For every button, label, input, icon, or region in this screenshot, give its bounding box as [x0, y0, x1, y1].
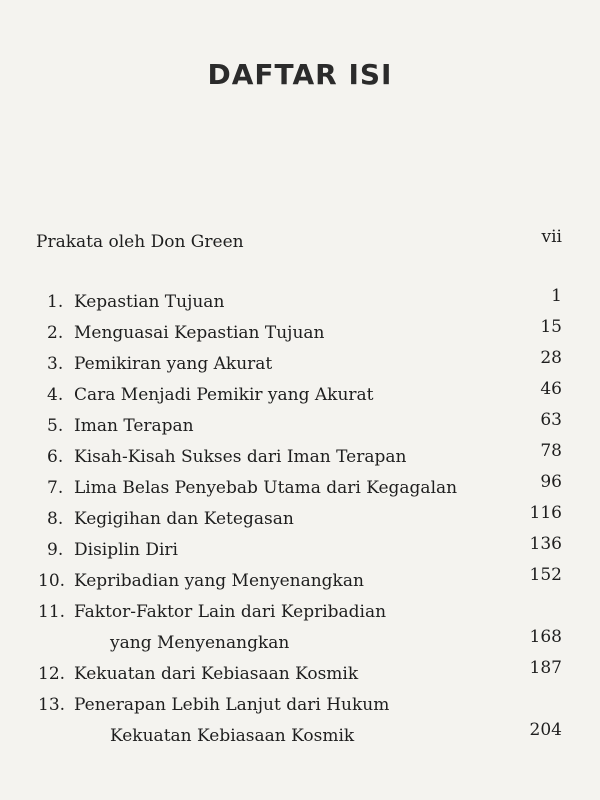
- toc-chapter-number: 3.: [47, 354, 64, 374]
- toc-chapter-title: Kekuatan dari Kebiasaan Kosmik: [74, 664, 359, 684]
- toc-chapter-title: Iman Terapan: [74, 416, 194, 436]
- toc-chapter-title: Pemikiran yang Akurat: [74, 354, 273, 374]
- toc-chapter-title: Disiplin Diri: [74, 540, 178, 560]
- toc-chapter-title: Menguasai Kepastian Tujuan: [74, 323, 325, 343]
- toc-chapter-number: 1.: [47, 292, 64, 312]
- toc-chapter-page: 152: [529, 565, 562, 585]
- toc-chapter-title: Lima Belas Penyebab Utama dari Kegagalan: [74, 478, 458, 498]
- toc-chapter-number: 12.: [38, 664, 66, 684]
- toc-chapter-title: Penerapan Lebih Lanjut dari Hukum: [74, 695, 390, 715]
- toc-chapter-number: 7.: [47, 478, 64, 498]
- toc-chapter-title: Kepribadian yang Menyenangkan: [74, 571, 364, 591]
- toc-chapter-number: 4.: [47, 385, 64, 405]
- toc-chapter-title: Cara Menjadi Pemikir yang Akurat: [74, 385, 374, 405]
- toc-chapter-page: 168: [529, 627, 562, 647]
- toc-chapter-title: Faktor-Faktor Lain dari Kepribadian: [74, 602, 387, 622]
- toc-chapter-title-continued: yang Menyenangkan: [110, 633, 290, 653]
- toc-chapter-page: 15: [540, 317, 562, 337]
- toc-chapter-number: 5.: [47, 416, 64, 436]
- toc-chapter-number: 6.: [47, 447, 64, 467]
- toc-chapter-number: 2.: [47, 323, 64, 343]
- toc-chapter-page: 116: [529, 503, 562, 523]
- toc-chapter-title: Kegigihan dan Ketegasan: [74, 509, 294, 529]
- toc-chapter-page: 187: [529, 658, 562, 678]
- toc-chapter-page: 46: [540, 379, 562, 399]
- toc-chapter-number: 11.: [38, 602, 66, 622]
- toc-chapter-page: 28: [540, 348, 562, 368]
- toc-chapter-number: 13.: [38, 695, 66, 715]
- toc-chapter-page: 1: [551, 286, 562, 306]
- toc-chapter-title-continued: Kekuatan Kebiasaan Kosmik: [110, 726, 355, 746]
- toc-preface-page: vii: [541, 227, 562, 247]
- toc-chapter-number: 8.: [47, 509, 64, 529]
- toc-chapter-page: 63: [540, 410, 562, 430]
- toc-chapter-page: 204: [529, 720, 562, 740]
- toc-chapter-page: 78: [540, 441, 562, 461]
- toc-chapter-page: 136: [529, 534, 562, 554]
- toc-chapter-page: 96: [540, 472, 562, 492]
- page-title: DAFTAR ISI: [207, 58, 393, 91]
- toc-chapter-number: 9.: [47, 540, 64, 560]
- toc-chapter-number: 10.: [38, 571, 66, 591]
- toc-preface-title: Prakata oleh Don Green: [36, 232, 244, 252]
- toc-chapter-title: Kepastian Tujuan: [74, 292, 225, 312]
- toc-chapter-title: Kisah-Kisah Sukses dari Iman Terapan: [74, 447, 407, 467]
